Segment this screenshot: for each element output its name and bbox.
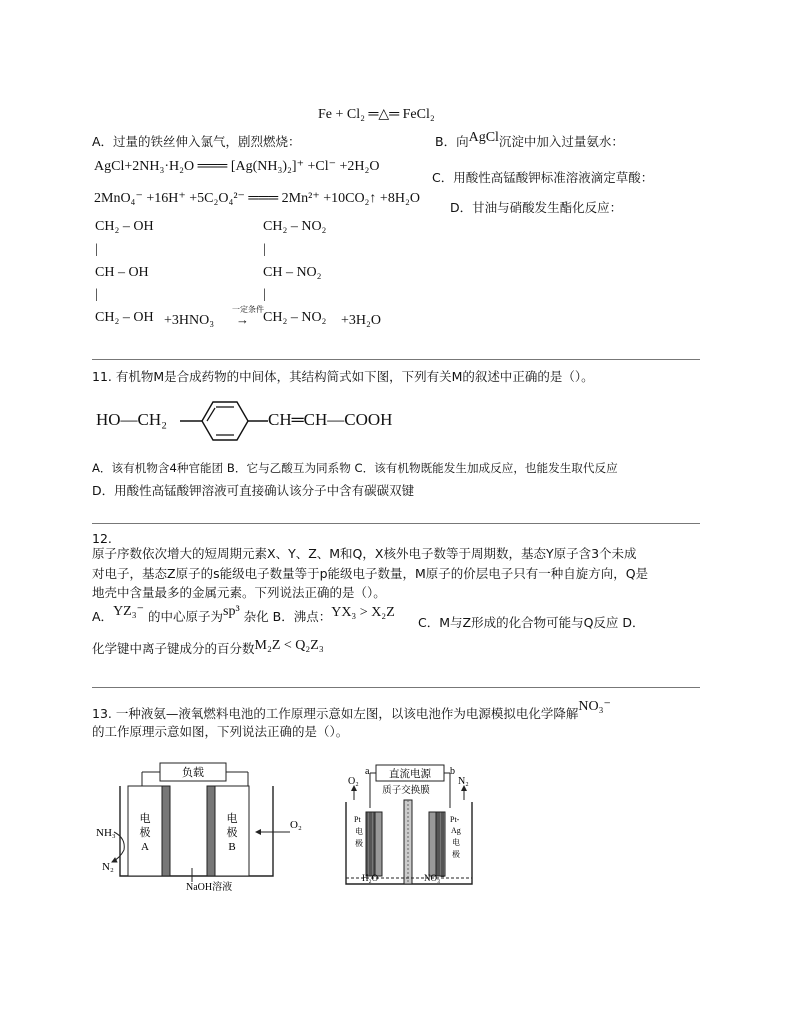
svg-text:B: B: [228, 841, 236, 853]
option-a-text: A．过量的铁丝伸入氯气，剧烈燃烧：: [92, 134, 301, 149]
q12-stem-2: 对电子，基态Z原子的s能级电子数量等于p能级电子数量，M原子的价层电子只有一种自旋方向，Q是: [92, 566, 649, 581]
glycerol-bond-1: |: [95, 242, 98, 257]
nitro-bond-2: |: [263, 287, 266, 302]
nitro-bond-1: |: [263, 242, 266, 257]
svg-text:电: 电: [226, 812, 238, 825]
nitro-line-3: CH₂ – NO₂: [263, 310, 327, 325]
q11-stem: 11. 有机物M是合成药物的中间体，其结构简式如下图，下列有关M的叙述中正确的是（）。: [92, 369, 594, 384]
n2-label: N₂: [102, 861, 114, 873]
divider: [92, 687, 700, 688]
structure-left: HO—CH₂: [96, 410, 168, 429]
structure-right: CH═CH—COOH: [268, 410, 393, 429]
reagent-hno3: +3HNO₃: [164, 313, 215, 328]
divider: [92, 523, 700, 524]
q13-stem-2: 的工作原理示意如图，下列说法正确的是（）。: [92, 724, 349, 739]
option-d-text: D．甘油与硝酸发生酯化反应：: [450, 200, 623, 215]
svg-text:电: 电: [139, 812, 151, 825]
power-label: 直流电源: [389, 768, 431, 780]
glycerol-line-3: CH₂ – OH: [95, 310, 154, 325]
svg-text:极: 极: [355, 839, 363, 848]
reaction-condition: 一定条件: [232, 305, 264, 314]
option-b-text: B．向AgCl沉淀中加入过量氨水：: [435, 130, 624, 149]
q13-stem-1: 13. 一种液氨—液氧燃料电池的工作原理示意如左图，以该电池作为电源模拟电化学降解NO₃⁻: [92, 699, 611, 721]
svg-text:极: 极: [139, 826, 151, 839]
q12-options-ab: A．YZ₃⁻ 的中心原子为sp³ 杂化 B．沸点：YX₃ > X₂Z: [92, 604, 395, 624]
electrolysis-diagram: [340, 760, 490, 890]
naoh-label: NaOH溶液: [186, 882, 233, 893]
q12-option-c: C．M与Z形成的化合物可能与Q反应 D．: [418, 615, 645, 630]
h2o-label: H₂O: [362, 873, 379, 883]
svg-text:极: 极: [226, 826, 238, 839]
load-label: 负载: [182, 766, 204, 779]
q12-number: 12.: [92, 531, 112, 546]
equation-b: AgCl+2NH₃·H₂O ═══ [Ag(NH₃)₂]⁺ +Cl⁻ +2H₂O: [94, 159, 380, 174]
o2-out: O₂: [348, 776, 359, 787]
svg-text:电: 电: [355, 827, 363, 836]
no3-label: NO₃⁻: [424, 873, 445, 883]
glycerol-line-2: CH – OH: [95, 265, 149, 280]
svg-text:Ag: Ag: [451, 826, 461, 835]
svg-text:Pt-: Pt-: [450, 815, 460, 824]
svg-text:Pt: Pt: [354, 815, 361, 824]
o2-label: O₂: [290, 819, 302, 831]
svg-text:电: 电: [452, 838, 460, 847]
option-c-text: C．用酸性高锰酸钾标准溶液滴定草酸：: [432, 170, 654, 185]
reaction-arrow: →: [236, 312, 249, 327]
q11-options-2: D．用酸性高锰酸钾溶液可直接确认该分子中含有碳碳双键: [92, 483, 415, 498]
nh3-label: NH₃: [96, 827, 116, 839]
glycerol-bond-2: |: [95, 287, 98, 302]
q12-stem-3: 地壳中含量最多的金属元素。下列说法正确的是（）。: [92, 585, 386, 600]
fuel-cell-diagram: [90, 758, 320, 893]
svg-text:极: 极: [452, 850, 460, 859]
n2-out: N₂: [458, 776, 469, 787]
equation-c: 2MnO₄⁻ +16H⁺ +5C₂O₄²⁻ ═══ 2Mn²⁺ +10CO₂↑ +8H₂O: [94, 191, 420, 206]
equation-a: Fe + Cl₂ ═△═ FeCl₂: [318, 107, 435, 122]
benzene-ring: [180, 398, 270, 444]
q12-stem-1: 原子序数依次增大的短周期元素X、Y、Z、M和Q，X核外电子数等于周期数，基态Y原子含3个未成: [92, 546, 637, 561]
svg-text:A: A: [141, 841, 149, 853]
product-water: +3H₂O: [341, 313, 381, 328]
nitro-line-2: CH – NO₂: [263, 265, 322, 280]
glycerol-line-1: CH₂ – OH: [95, 219, 154, 234]
terminal-b: b: [450, 766, 455, 777]
membrane-label: 质子交换膜: [382, 785, 430, 796]
nitro-line-1: CH₂ – NO₂: [263, 219, 327, 234]
q12-option-d: 化学键中离子键成分的百分数M₂Z < Q₂Z₃: [92, 638, 324, 656]
terminal-a: a: [365, 766, 370, 777]
q11-options-1: A．该有机物含4种官能团 B．它与乙酸互为同系物 C．该有机物既能发生加成反应，也能发生取代反应: [92, 461, 618, 475]
divider: [92, 359, 700, 360]
